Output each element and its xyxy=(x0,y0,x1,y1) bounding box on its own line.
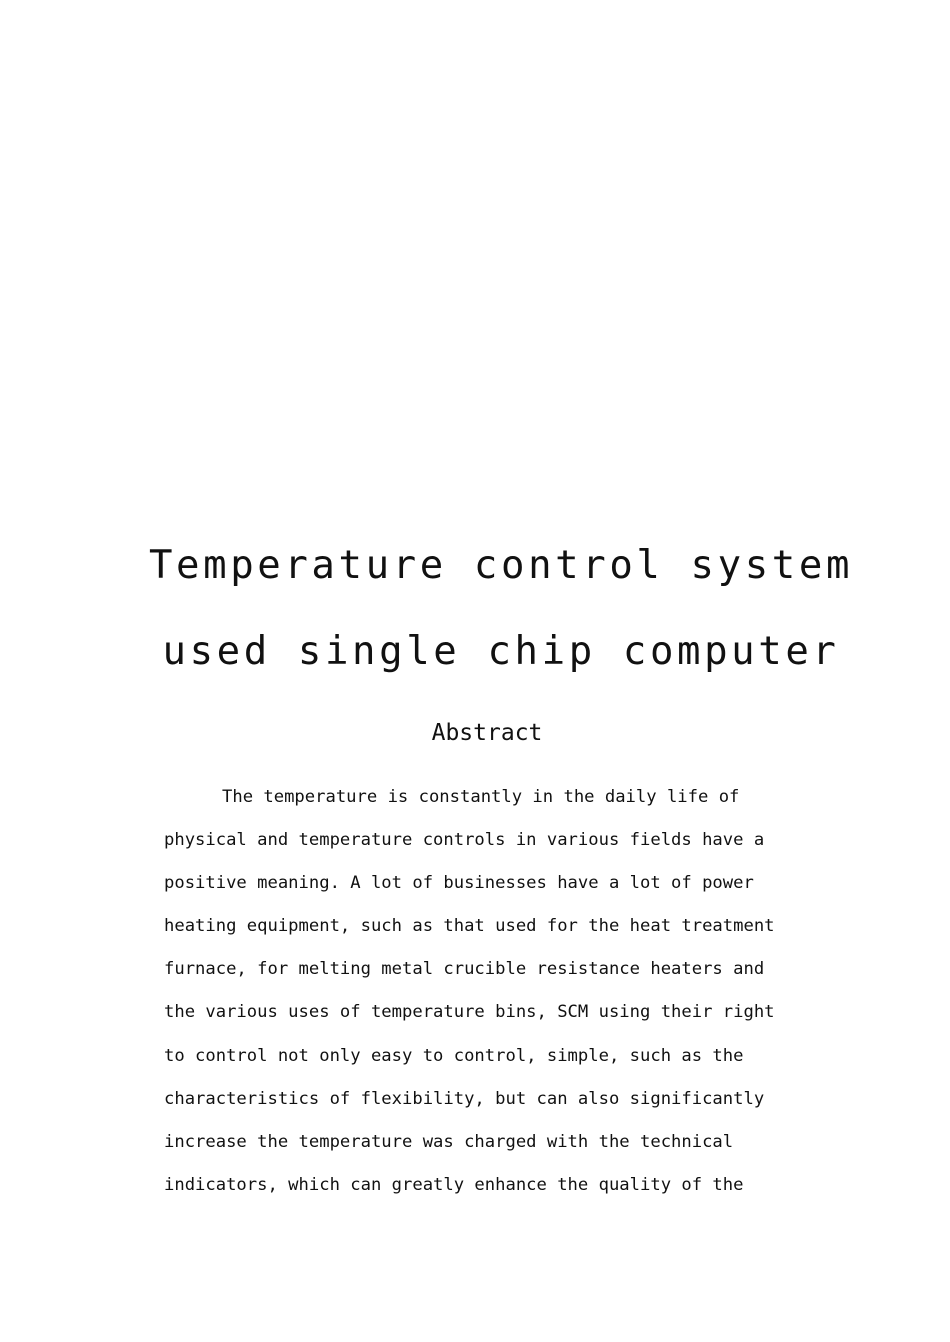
abstract-line: positive meaning. A lot of businesses have a lot of power xyxy=(164,873,754,894)
abstract-line: physical and temperature controls in various fields have a xyxy=(164,830,765,851)
abstract-line: increase the temperature was charged with the technical xyxy=(164,1131,734,1152)
abstract-line: the various uses of temperature bins, SCM using their right xyxy=(164,1002,775,1023)
abstract-line: heating equipment, such as that used for the heat treatment xyxy=(164,916,775,937)
abstract-line: to control not only easy to control, simple, such as the xyxy=(164,1045,744,1066)
abstract-line: characteristics of flexibility, but can also significantly xyxy=(164,1088,765,1109)
abstract-heading: Abstract xyxy=(431,720,543,746)
abstract-line: furnace, for melting metal crucible resistance heaters and xyxy=(164,959,765,980)
abstract-line: The temperature is constantly in the daily life of xyxy=(222,787,740,807)
title-line-2: used single chip computer xyxy=(162,629,840,674)
abstract-body xyxy=(164,776,824,1207)
title-line-1: Temperature control system xyxy=(148,543,854,588)
abstract-line: indicators, which can greatly enhance the quality of the xyxy=(164,1174,744,1195)
